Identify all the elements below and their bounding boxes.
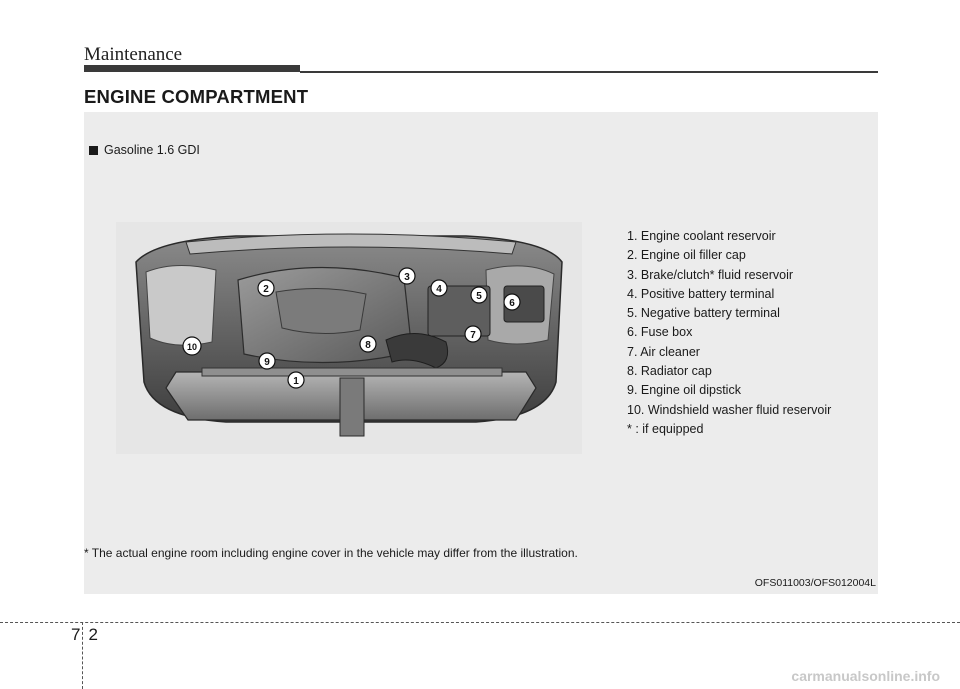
component-legend xyxy=(627,227,831,439)
engine-compartment-illustration xyxy=(116,222,582,454)
radiator-crossmember xyxy=(202,368,502,376)
callout-label-7: 7 xyxy=(470,330,476,341)
header-rule-thick xyxy=(84,65,300,72)
page-in-chapter: 2 xyxy=(88,625,98,644)
page-title: ENGINE COMPARTMENT xyxy=(84,86,309,107)
left-fender-area xyxy=(146,265,216,345)
callout-label-4: 4 xyxy=(436,284,442,295)
engine-variant-text: Gasoline 1.6 GDI xyxy=(104,143,200,157)
footer-dashed-rule xyxy=(0,622,960,623)
legend-item: 9. Engine oil dipstick xyxy=(627,383,741,398)
chapter-number: 7 xyxy=(71,625,81,644)
engine-variant-label xyxy=(89,143,200,157)
legend-item: 10. Windshield washer fluid reservoir xyxy=(627,402,832,417)
header-rule-thin xyxy=(300,71,878,73)
image-reference-code: OFS011003/OFS012004L xyxy=(754,577,876,589)
legend-item: 5. Negative battery terminal xyxy=(627,306,780,321)
square-bullet-icon xyxy=(89,146,98,155)
legend-item: 6. Fuse box xyxy=(627,325,693,340)
callout-label-1: 1 xyxy=(293,376,299,387)
callout-label-3: 3 xyxy=(404,272,410,283)
legend-item: 2. Engine oil filler cap xyxy=(627,248,746,263)
engine-cover-center xyxy=(276,288,366,333)
callout-label-6: 6 xyxy=(509,298,515,309)
legend-item: 1. Engine coolant reservoir xyxy=(627,229,776,243)
illustration-footnote: * The actual engine room including engine cover in the vehicle may differ from the illustration. xyxy=(84,546,578,560)
legend-item: 8. Radiator cap xyxy=(627,364,712,379)
page-number xyxy=(71,625,98,645)
site-watermark: carmanualsonline.info xyxy=(791,668,940,684)
callout-label-8: 8 xyxy=(365,340,371,351)
callout-label-10: 10 xyxy=(186,342,198,352)
legend-note: * : if equipped xyxy=(627,421,704,436)
header-section-title: Maintenance xyxy=(84,44,183,65)
legend-item: 3. Brake/clutch* fluid reservoir xyxy=(627,267,794,282)
callout-label-5: 5 xyxy=(476,291,482,302)
callout-label-2: 2 xyxy=(263,284,269,295)
hood-latch-bracket xyxy=(340,378,364,436)
legend-item: 4. Positive battery terminal xyxy=(627,286,775,301)
callout-label-9: 9 xyxy=(264,357,270,368)
legend-item: 7. Air cleaner xyxy=(627,344,700,359)
